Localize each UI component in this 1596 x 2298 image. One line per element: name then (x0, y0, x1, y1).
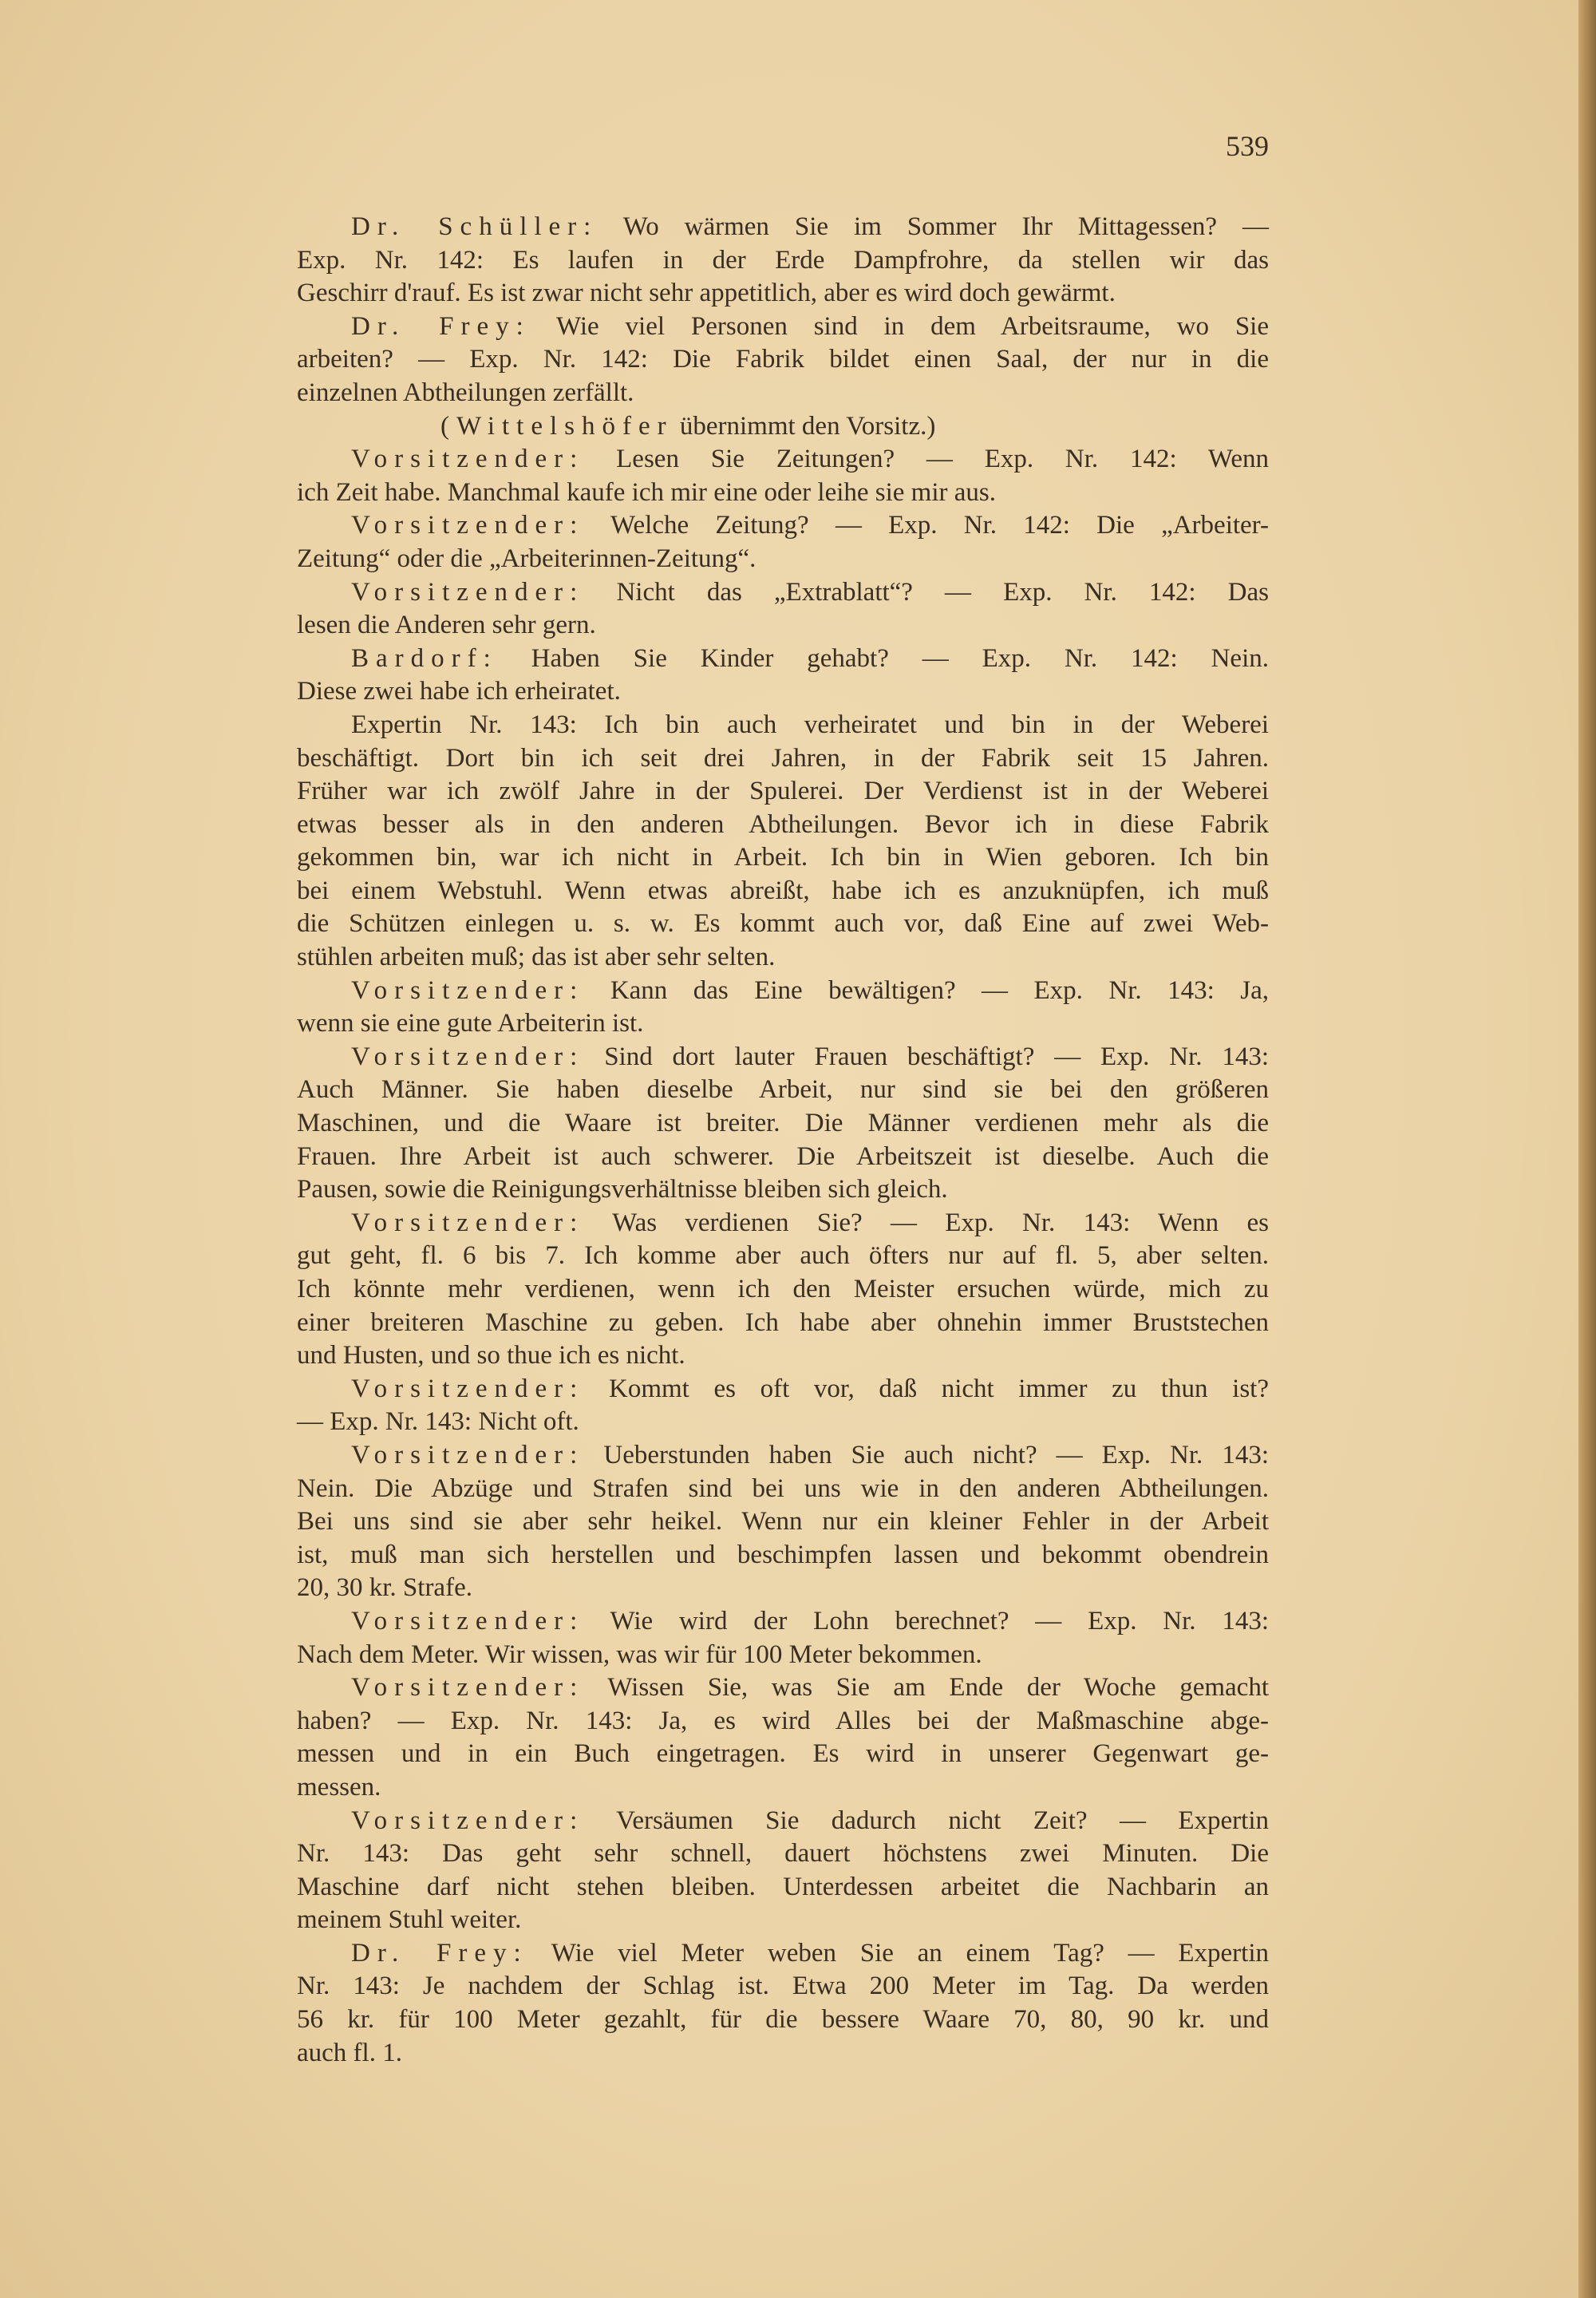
text-line (297, 509, 1269, 543)
line-text: Ich könnte mehr verdienen, wenn ich den Meister ersuchen würde, mich zu (297, 1275, 1269, 1303)
line-text: Frauen. Ihre Arbeit ist auch schwerer. Die Arbeitszeit ist dieselbe. Auch die (297, 1141, 1269, 1171)
line-text: Früher war ich zwölf Jahre in der Spulerei. Der Verdienst ist in der Weberei (297, 777, 1269, 806)
paragraph (297, 643, 1269, 709)
text-line (297, 1505, 1269, 1539)
text-line (297, 1339, 1269, 1373)
text-line (297, 742, 1269, 776)
line-text: Wie wird der Lohn berechnet? — Exp. Nr. 143: (584, 1606, 1269, 1635)
text-line (297, 211, 1269, 244)
speaker-name: Vorsitzender: (351, 511, 585, 540)
text-line (297, 809, 1269, 842)
speaker-name: Vorsitzender: (351, 1440, 585, 1469)
text-line (297, 1473, 1269, 1506)
text-line (297, 410, 1269, 444)
speaker-name: Bardorf: (351, 643, 498, 673)
line-text: lesen die Anderen sehr gern. (297, 611, 596, 640)
line-text: und Husten, und so thue ich es nicht. (297, 1341, 685, 1370)
text-body (297, 211, 1269, 2070)
text-line (297, 1970, 1269, 2003)
line-text: bei einem Webstuhl. Wenn etwas abreißt, habe ich es anzuknüpfen, ich muß (297, 876, 1269, 905)
line-text: Nicht das „Extrablatt“? — Exp. Nr. 142: Das (584, 577, 1269, 607)
speaker-name: (Wittelshöfer (440, 411, 674, 441)
line-text: Nach dem Meter. Wir wissen, was wir für 100 Meter bekommen. (297, 1639, 982, 1669)
text-line (297, 1207, 1269, 1240)
text-line (297, 1173, 1269, 1207)
text-line (297, 1837, 1269, 1871)
line-text: Kann das Eine bewältigen? — Exp. Nr. 143: Ja, (584, 975, 1269, 1005)
line-text: Welche Zeitung? — Exp. Nr. 142: Die „Arbeiter- (584, 511, 1269, 540)
line-text: 20, 30 kr. Strafe. (297, 1573, 472, 1603)
line-text: Auch Männer. Sie haben dieselbe Arbeit, nur sind sie bei den größeren (297, 1075, 1269, 1105)
line-text: Was verdienen Sie? — Exp. Nr. 143: Wenn es (584, 1208, 1269, 1237)
line-text: auch fl. 1. (297, 2038, 402, 2067)
speaker-name: Vorsitzender: (351, 1042, 585, 1071)
line-text: übernimmt den Vorsitz.) (673, 411, 936, 441)
speaker-name: Dr. Frey: (351, 1938, 528, 1968)
line-text: gut geht, fl. 6 bis 7. Ich komme aber auch öfters nur auf fl. 5, aber selten. (297, 1241, 1269, 1271)
line-text: die Schützen einlegen u. s. w. Es kommt auch vor, daß Eine auf zwei Web- (297, 909, 1269, 939)
text-line (297, 310, 1269, 344)
paragraph (297, 1207, 1269, 1373)
line-text: Bei uns sind sie aber sehr heikel. Wenn nur ein kleiner Fehler in der Arbeit (297, 1507, 1269, 1537)
speaker-name: Vorsitzender: (351, 1806, 585, 1835)
text-line (297, 675, 1269, 709)
line-text: Maschinen, und die Waare ist breiter. Die Männer verdienen mehr als die (297, 1109, 1269, 1138)
paragraph (297, 975, 1269, 1041)
text-line (297, 875, 1269, 908)
line-text: haben? — Exp. Nr. 143: Ja, es wird Alles bei der Maßmaschine abge- (297, 1706, 1269, 1735)
text-line (297, 1871, 1269, 1904)
line-text: Expertin Nr. 143: Ich bin auch verheiratet und bin in der Weberei (351, 710, 1269, 739)
page-number: 539 (1226, 130, 1269, 162)
line-text: messen. (297, 1772, 381, 1802)
paragraph (297, 1605, 1269, 1671)
speaker-name: Dr. Frey: (351, 311, 531, 341)
text-line (297, 609, 1269, 643)
text-line (297, 1273, 1269, 1307)
line-text: Exp. Nr. 142: Es laufen in der Erde Dampfrohre, da stellen wir das (297, 245, 1269, 275)
paragraph (297, 443, 1269, 509)
line-text: Versäumen Sie dadurch nicht Zeit? — Expertin (584, 1806, 1269, 1835)
text-line (297, 975, 1269, 1008)
line-text: Wo wärmen Sie im Sommer Ihr Mittagessen? — (598, 212, 1269, 241)
line-text: Wie viel Personen sind in dem Arbeitsraume, wo Sie (530, 311, 1269, 341)
line-text: Diese zwei habe ich erheiratet. (297, 677, 621, 706)
text-line (297, 643, 1269, 676)
text-line (297, 1439, 1269, 1473)
text-line (297, 1705, 1269, 1738)
line-text: — Exp. Nr. 143: Nicht oft. (297, 1407, 579, 1437)
line-text: Lesen Sie Zeitungen? — Exp. Nr. 142: Wenn (584, 445, 1269, 474)
text-line (297, 2037, 1269, 2071)
text-line (297, 1240, 1269, 1273)
line-text: meinem Stuhl weiter. (297, 1905, 522, 1935)
text-line (297, 1605, 1269, 1639)
line-text: ist, muß man sich herstellen und beschimpfen lassen und bekommt obendrein (297, 1540, 1269, 1569)
paragraph (297, 1439, 1269, 1605)
paragraph (297, 1805, 1269, 1937)
paragraph (297, 576, 1269, 643)
line-text: messen und in ein Buch eingetragen. Es wird in unserer Gegenwart ge- (297, 1739, 1269, 1769)
paragraph (297, 1937, 1269, 2070)
speaker-name: Vorsitzender: (351, 975, 585, 1005)
text-line (297, 277, 1269, 310)
text-line (297, 576, 1269, 610)
paragraph (297, 211, 1269, 310)
text-line (297, 543, 1269, 576)
text-line (297, 1041, 1269, 1074)
text-line (297, 1406, 1269, 1439)
speaker-name: Vorsitzender: (351, 1208, 585, 1237)
line-text: Zeitung“ oder die „Arbeiterinnen-Zeitung“. (297, 544, 757, 573)
text-line (297, 709, 1269, 742)
text-line (297, 1937, 1269, 1971)
line-text: Pausen, sowie die Reinigungsverhältnisse bleiben sich gleich. (297, 1175, 948, 1204)
line-text: Nein. Die Abzüge und Strafen sind bei uns wie in den anderen Abtheilungen. (297, 1473, 1269, 1503)
paragraph (297, 509, 1269, 575)
text-line (297, 1904, 1269, 1937)
line-text: Geschirr d'rauf. Es ist zwar nicht sehr appetitlich, aber es wird doch gewärmt. (297, 279, 1116, 308)
line-text: gekommen bin, war ich nicht in Arbeit. Ich bin in Wien geboren. Ich bin (297, 843, 1269, 872)
text-line (297, 1671, 1269, 1705)
line-text: Kommt es oft vor, daß nicht immer zu thun ist? (584, 1374, 1269, 1403)
text-line (297, 1074, 1269, 1107)
line-text: 56 kr. für 100 Meter gezahlt, für die bessere Waare 70, 80, 90 kr. und (297, 2005, 1269, 2035)
speaker-name: Dr. Schüller: (351, 212, 598, 241)
line-text: Ueberstunden haben Sie auch nicht? — Exp. Nr. 143: (584, 1440, 1269, 1469)
speaker-name: Vorsitzender: (351, 445, 585, 474)
line-text: Maschine darf nicht stehen bleiben. Unterdessen arbeitet die Nachbarin an (297, 1872, 1269, 1901)
paragraph (297, 1373, 1269, 1439)
page-edge (1578, 0, 1596, 2298)
paragraph (297, 410, 1269, 444)
text-line (297, 1805, 1269, 1838)
paragraph (297, 1671, 1269, 1804)
line-text: einzelnen Abtheilungen zerfällt. (297, 378, 634, 407)
line-text: Haben Sie Kinder gehabt? — Exp. Nr. 142: Nein. (497, 643, 1269, 673)
text-line (297, 1639, 1269, 1672)
line-text: einer breiteren Maschine zu geben. Ich habe aber ohnehin immer Bruststechen (297, 1307, 1269, 1337)
line-text: wenn sie eine gute Arbeiterin ist. (297, 1009, 644, 1038)
text-line (297, 1373, 1269, 1406)
text-line (297, 1307, 1269, 1340)
line-text: ich Zeit habe. Manchmal kaufe ich mir eine oder leihe sie mir aus. (297, 477, 996, 507)
line-text: Wie viel Meter weben Sie an einem Tag? — Expertin (527, 1938, 1269, 1968)
text-line (297, 1738, 1269, 1771)
text-line (297, 908, 1269, 941)
line-text: beschäftigt. Dort bin ich seit drei Jahren, in der Fabrik seit 15 Jahren. (297, 743, 1269, 773)
text-line (297, 477, 1269, 510)
text-line (297, 443, 1269, 477)
line-text: Nr. 143: Je nachdem der Schlag ist. Etwa 200 Meter im Tag. Da werden (297, 1972, 1269, 2001)
text-line (297, 775, 1269, 809)
line-text: stühlen arbeiten muß; das ist aber sehr selten. (297, 943, 776, 972)
speaker-name: Vorsitzender: (351, 577, 585, 607)
text-line (297, 2003, 1269, 2037)
line-text: Sind dort lauter Frauen beschäftigt? — Exp. Nr. 143: (584, 1042, 1269, 1071)
text-line (297, 1572, 1269, 1605)
paragraph (297, 310, 1269, 410)
line-text: Wissen Sie, was Sie am Ende der Woche gemacht (584, 1673, 1269, 1703)
text-line (297, 377, 1269, 410)
text-line (297, 941, 1269, 975)
text-line (297, 244, 1269, 278)
line-text: etwas besser als in den anderen Abtheilungen. Bevor ich in diese Fabrik (297, 809, 1269, 839)
text-line (297, 841, 1269, 875)
line-text: Nr. 143: Das geht sehr schnell, dauert höchstens zwei Minuten. Die (297, 1839, 1269, 1869)
text-line (297, 343, 1269, 377)
text-line (297, 1539, 1269, 1572)
text-line (297, 1771, 1269, 1805)
speaker-name: Vorsitzender: (351, 1673, 585, 1703)
line-text: arbeiten? — Exp. Nr. 142: Die Fabrik bildet einen Saal, der nur in die (297, 345, 1269, 374)
paragraph (297, 709, 1269, 975)
text-line (297, 1141, 1269, 1174)
text-line (297, 1007, 1269, 1041)
text-line (297, 1107, 1269, 1141)
paragraph (297, 1041, 1269, 1207)
speaker-name: Vorsitzender: (351, 1606, 585, 1635)
speaker-name: Vorsitzender: (351, 1374, 585, 1403)
